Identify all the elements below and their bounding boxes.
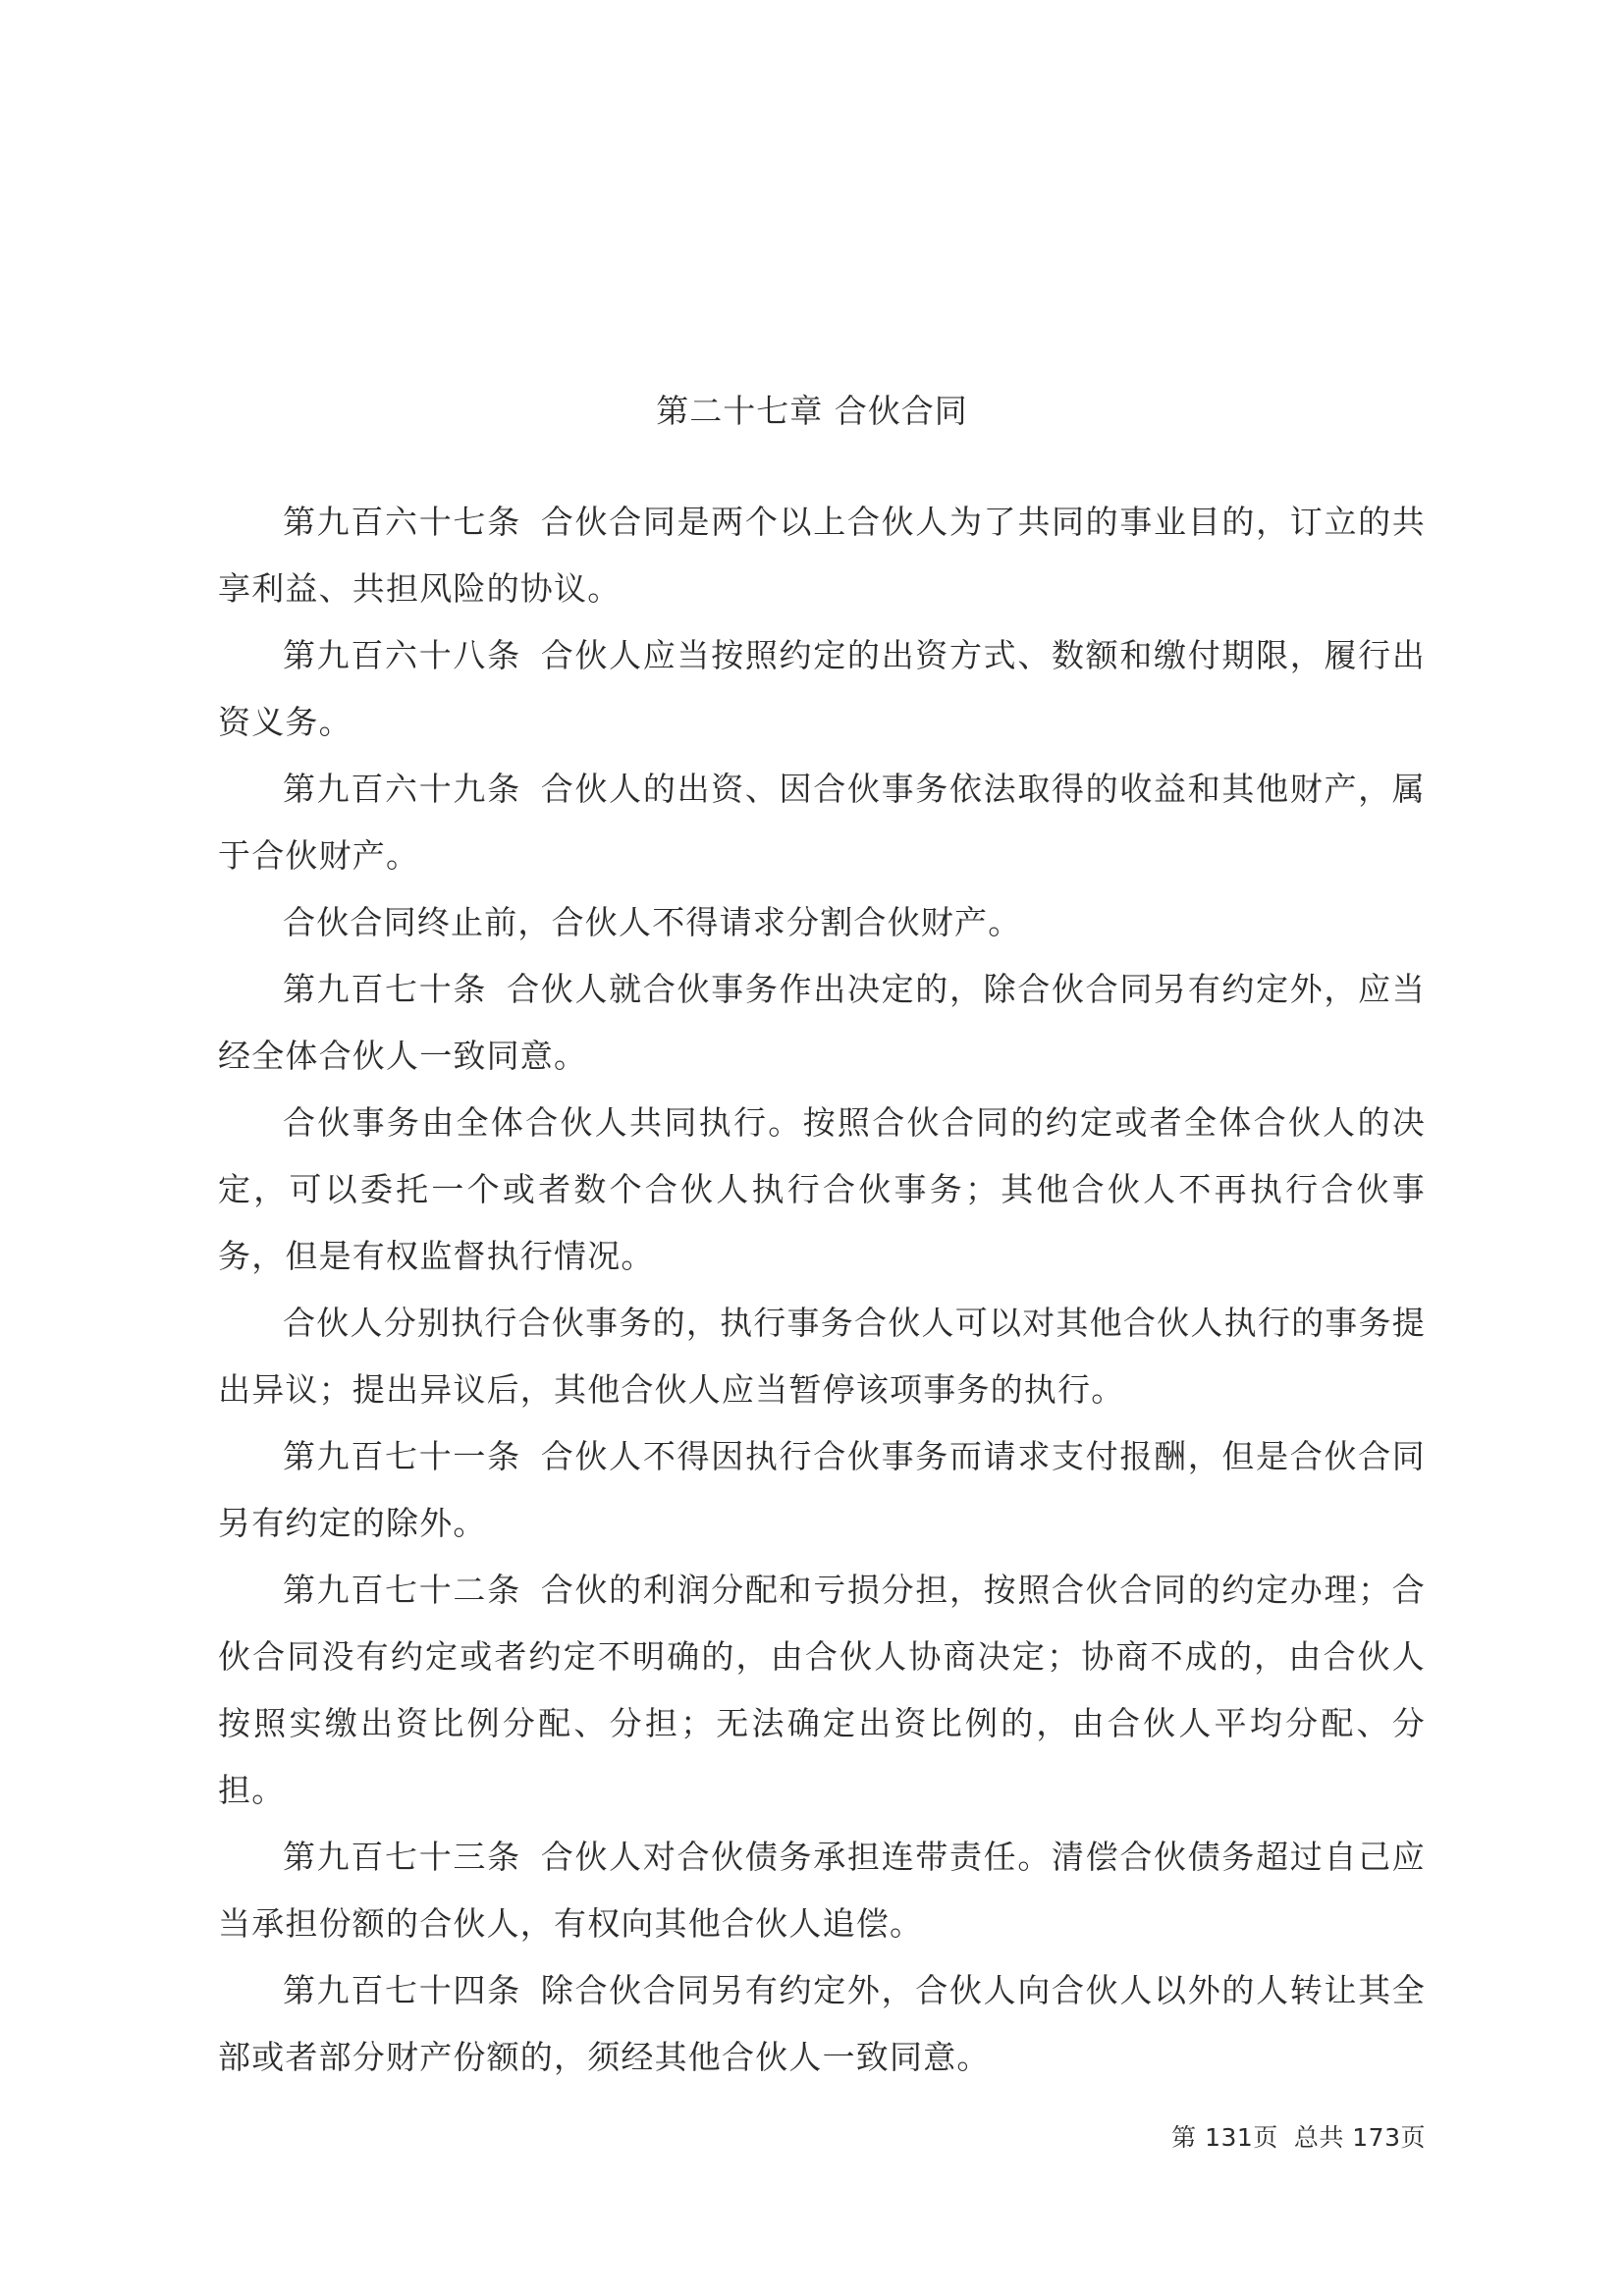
article-number: 第九百七十二条 xyxy=(283,1571,521,1609)
paragraph-article-969-clause-2 xyxy=(218,889,1426,956)
article-text: 合伙人对合伙债务承担连带责任。清偿合伙债务超过自己应当承担份额的合伙人，有权向其他合伙人追偿。 xyxy=(218,1838,1427,1943)
document-body xyxy=(218,489,1426,2091)
article-number: 第九百七十三条 xyxy=(283,1838,521,1876)
article-number: 第九百六十八条 xyxy=(283,636,521,674)
article-text: 合伙合同终止前，合伙人不得请求分割合伙财产。 xyxy=(283,903,1022,941)
page-number: 第 131页 xyxy=(1171,2123,1278,2152)
paragraph-article-970 xyxy=(218,956,1426,1090)
article-text: 除合伙合同另有约定外，合伙人向合伙人以外的人转让其全部或者部分财产份额的，须经其他合伙人一致同意。 xyxy=(218,1971,1427,2076)
chapter-title: 第二十七章 合伙合同 xyxy=(656,392,968,430)
article-number: 第九百六十九条 xyxy=(283,770,521,808)
article-number: 第九百七十条 xyxy=(283,970,488,1008)
article-text: 合伙合同是两个以上合伙人为了共同的事业目的，订立的共享利益、共担风险的协议。 xyxy=(218,503,1427,608)
article-number: 第九百七十四条 xyxy=(283,1971,521,2009)
article-text: 合伙的利润分配和亏损分担，按照合伙合同的约定办理；合伙合同没有约定或者约定不明确的，由合伙人协商决定；协商不成的，由合伙人按照实缴出资比例分配、分担；无法确定出资比例的，由合伙人平均分配、分担。 xyxy=(218,1571,1427,1809)
article-text: 合伙人分别执行合伙事务的，执行事务合伙人可以对其他合伙人执行的事务提出异议；提出异议后，其他合伙人应当暂停该项事务的执行。 xyxy=(218,1304,1426,1409)
paragraph-article-967 xyxy=(218,489,1426,622)
article-text: 合伙事务由全体合伙人共同执行。按照合伙合同的约定或者全体合伙人的决定，可以委托一个或者数个合伙人执行合伙事务；其他合伙人不再执行合伙事务，但是有权监督执行情况。 xyxy=(218,1103,1426,1275)
paragraph-article-969 xyxy=(218,756,1426,889)
article-number: 第九百六十七条 xyxy=(283,503,521,541)
total-pages: 总共 173页 xyxy=(1293,2123,1426,2152)
paragraph-article-970-clause-3 xyxy=(218,1290,1426,1423)
paragraph-article-970-clause-2 xyxy=(218,1090,1426,1290)
paragraph-article-972 xyxy=(218,1557,1426,1824)
article-text: 合伙人的出资、因合伙事务依法取得的收益和其他财产，属于合伙财产。 xyxy=(218,770,1427,875)
page-footer xyxy=(1171,2120,1426,2156)
paragraph-article-971 xyxy=(218,1423,1426,1557)
paragraph-article-973 xyxy=(218,1824,1426,1957)
article-text: 合伙人应当按照约定的出资方式、数额和缴付期限，履行出资义务。 xyxy=(218,636,1427,741)
article-number: 第九百七十一条 xyxy=(283,1437,521,1475)
article-text: 合伙人不得因执行合伙事务而请求支付报酬，但是合伙合同另有约定的除外。 xyxy=(218,1437,1427,1542)
article-text: 合伙人就合伙事务作出决定的，除合伙合同另有约定外，应当经全体合伙人一致同意。 xyxy=(218,970,1426,1075)
paragraph-article-968 xyxy=(218,622,1426,756)
paragraph-article-974 xyxy=(218,1957,1426,2091)
